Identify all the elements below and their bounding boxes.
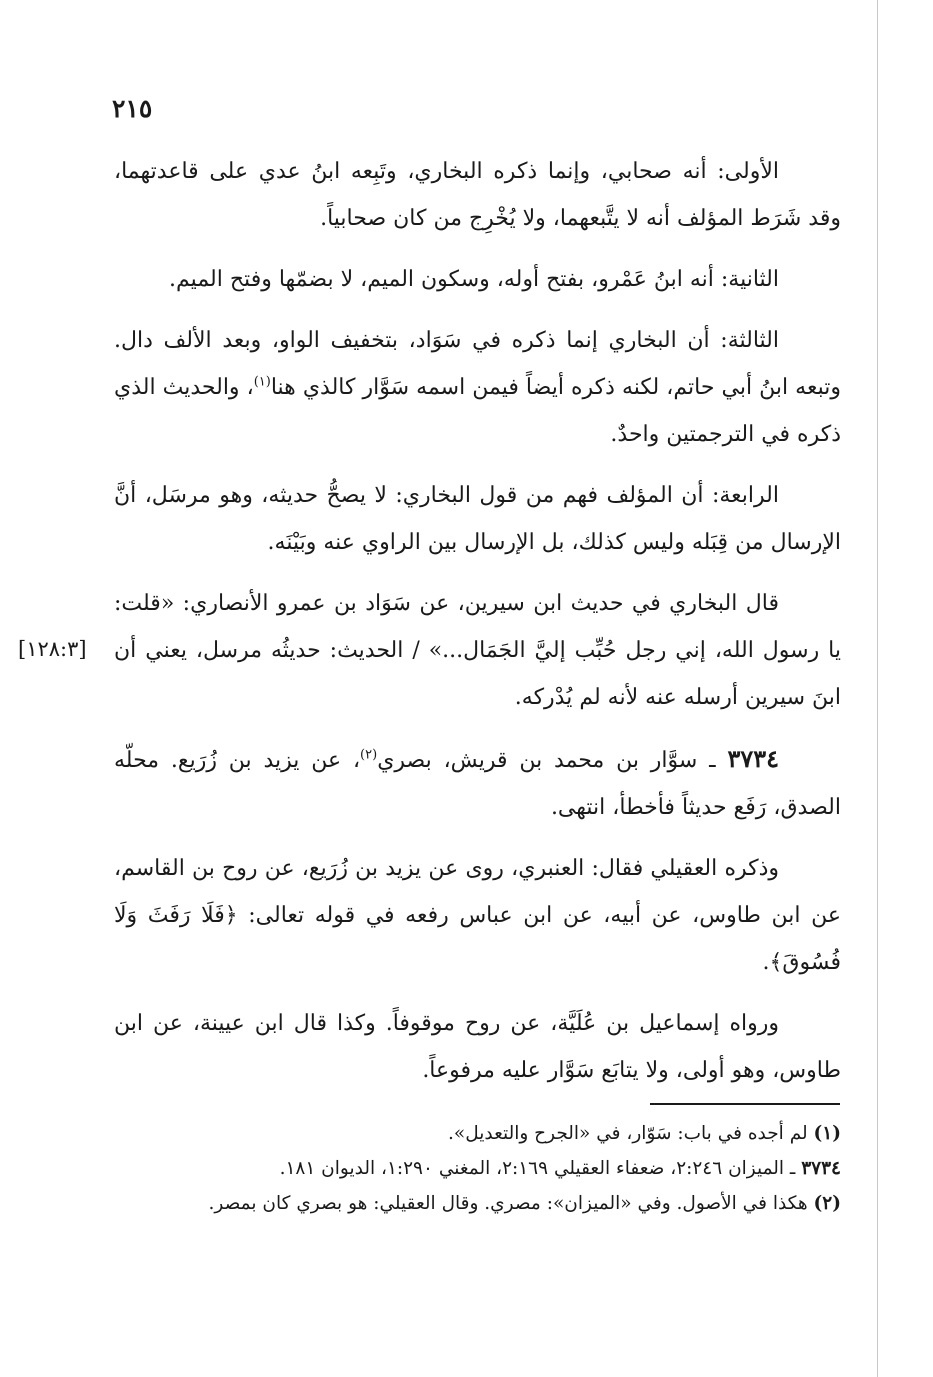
page-edge-rule: [877, 0, 878, 1377]
footnote-1: [114, 1118, 841, 1149]
footnote-text: هكذا في الأصول. وفي «الميزان»: مصري. وقال العقيلي: هو بصري كان بمصر.: [208, 1193, 814, 1214]
page-number: ٢١٥: [112, 94, 153, 123]
paragraph-fourth-point: [114, 472, 841, 566]
paragraph-text: قال البخاري في حديث ابن سيرين، عن سَوَاد بن عمرو الأنصاري: «قلت: يا رسول الله، إني رجل حُبِّب إليَّ الجَمَال...» / الحديث: حديثُه مرسل، يعني أن ابنَ سيرين أرسله عنه لأنه لم يُدْركه.: [114, 591, 841, 710]
paragraph-text: ورواه إسماعيل بن عُلَيَّة، عن روح موقوفاً. وكذا قال ابن عيينة، عن ابن طاوس، وهو أولى، ولا يتابَع سَوَّار عليه مرفوعاً.: [114, 1011, 841, 1083]
paragraph-third-point: [114, 317, 841, 458]
margin-volume-reference: [١٢٨:٣]: [18, 637, 87, 661]
footnote-marker: (١): [253, 374, 271, 390]
paragraph-text: الأولى: أنه صحابي، وإنما ذكره البخاري، وتَبِعه ابنُ عدي على قاعدتهما، وقد شَرَط المؤلف أنه لا يتَّبعهما، ولا يُخْرِج من كان صحابياً.: [114, 159, 841, 231]
paragraph-ismail: [114, 1000, 841, 1094]
paragraph-text: ، والحديث الذي ذكره في الترجمتين واحدٌ.: [114, 375, 841, 447]
paragraph-bukhari-quote: [114, 580, 841, 721]
footnote-separator: [650, 1103, 840, 1105]
footnote-marker: (٢): [360, 747, 378, 763]
paragraph-text: الثانية: أنه ابنُ عَمْرو، بفتح أوله، وسكون الميم، لا بضمّها وفتح الميم.: [169, 267, 779, 292]
paragraph-first-point: [114, 148, 841, 242]
paragraph-text: الرابعة: أن المؤلف فهم من قول البخاري: لا يصحُّ حديثه، وهو مرسَل، أنَّ الإرسال من قِبَله وليس كذلك، بل الإرسال بين الراوي عنه وبَيْنَه.: [114, 483, 841, 555]
footnote-text: ـ الميزان ٢:٢٤٦، ضعفاء العقيلي ٢:١٦٩، المغني ١:٢٩٠، الديوان ١٨١.: [279, 1158, 802, 1179]
paragraph-second-point: [114, 256, 841, 303]
paragraph-text: ، عن يزيد بن زُرَيع. محلّه الصدق، رَفَع حديثاً فأخطأ، انتهى.: [114, 748, 841, 820]
paragraph-entry-3734: [114, 735, 841, 831]
paragraph-text: وذكره العقيلي فقال: العنبري، روى عن يزيد بن زُرَيع، عن روح بن القاسم، عن ابن طاوس، عن أبيه، عن ابن عباس رفعه في قوله تعالى: ﴿فَلَا رَفَثَ وَلَا فُسُوقَ﴾.: [114, 856, 841, 975]
entry-number: ٣٧٣٤: [727, 744, 779, 773]
footnotes: [114, 1118, 841, 1223]
footnote-number: (٢): [813, 1193, 841, 1214]
footnote-number: (١): [813, 1123, 841, 1144]
footnote-2: [114, 1188, 841, 1219]
main-text: [114, 148, 841, 1108]
footnote-text: لم أجده في باب: سَوّار، في «الجرح والتعديل».: [448, 1123, 814, 1144]
footnote-number: ٣٧٣٤: [801, 1158, 841, 1179]
paragraph-text: الثالثة: أن البخاري إنما ذكره في سَوَاد، بتخفيف الواو، وبعد الألف دال. وتبعه ابنُ أبي حاتم، لكنه ذكره أيضاً فيمن اسمه سَوَّار كالذي هنا: [114, 328, 841, 400]
footnote-entry-3734: [114, 1153, 841, 1184]
paragraph-text: ـ سوَّار بن محمد بن قريش، بصري: [377, 748, 728, 773]
paragraph-uqayli: [114, 845, 841, 986]
